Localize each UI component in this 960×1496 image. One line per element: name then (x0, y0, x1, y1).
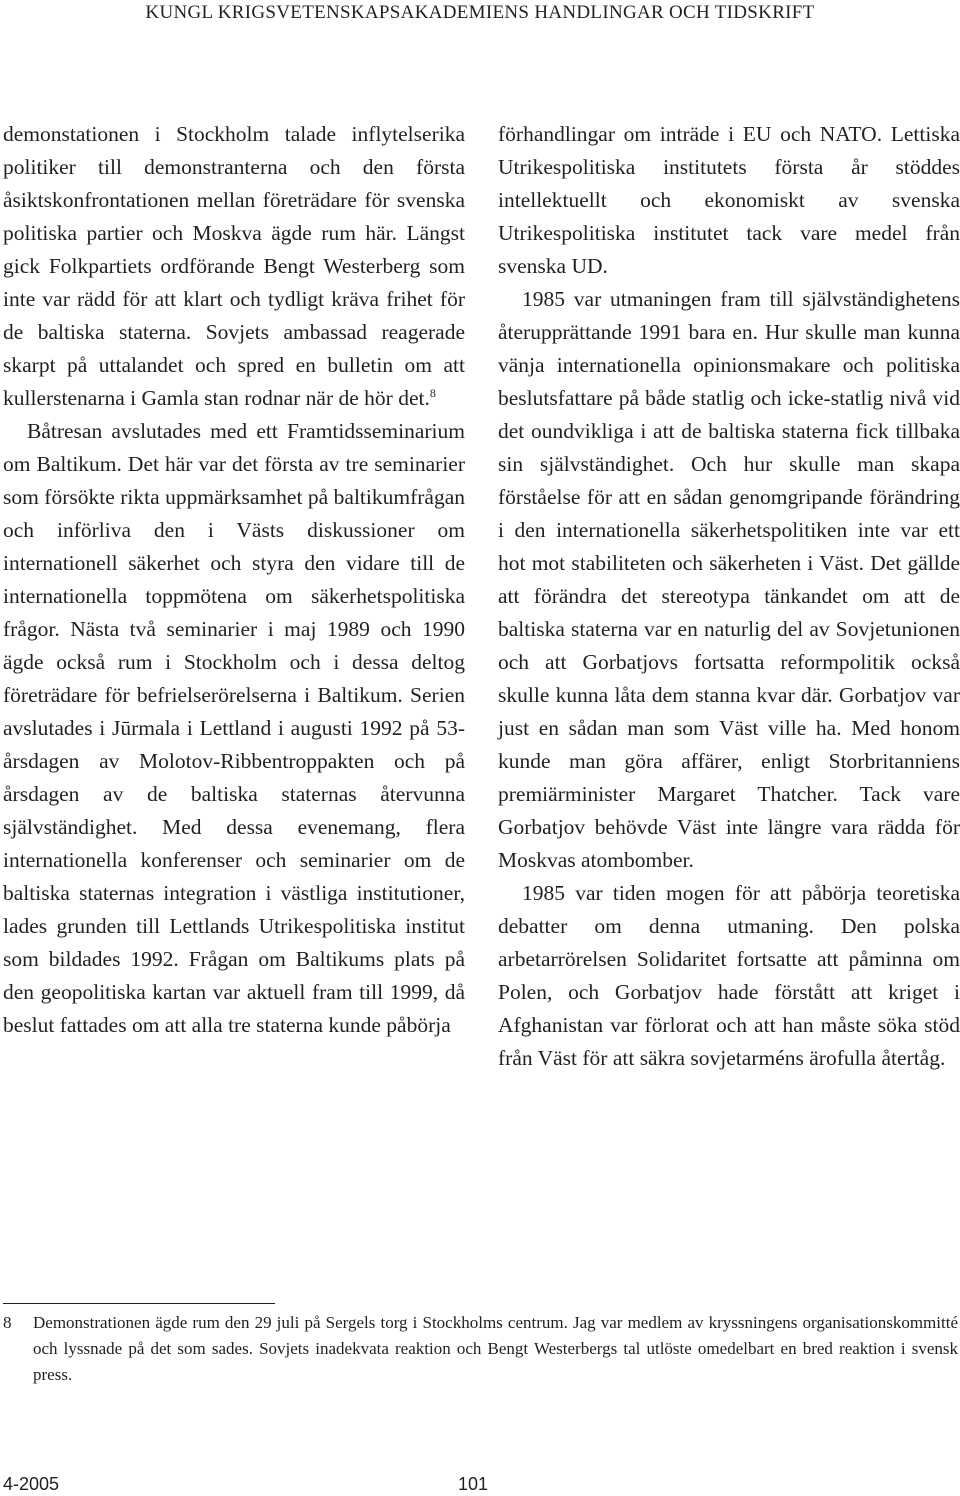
right-column (498, 118, 960, 1075)
page-number: 101 (458, 1474, 489, 1494)
footnote (3, 1310, 958, 1388)
left-column (3, 118, 465, 1042)
running-header: KUNGL KRIGSVETENSKAPSAKADEMIENS HANDLINGAR OCH TIDSKRIFT (145, 2, 815, 23)
issue-number: 4-2005 (3, 1474, 60, 1494)
footnote-number: 8 (3, 1313, 12, 1332)
paragraph-challenge: 1985 var utmaningen fram till självständighetens återupprättande 1991 bara en. Hur skulle man kunna vänja internationella opinionsmakare och politiska beslutsfattare på både statlig och icke-statlig nivå vid det oundvikliga i att de baltiska staterna fick tillbaka sin självständighet. Och hur skulle man skapa förståelse för att en sådan genomgripande förändring i den internationella säkerhetspolitiken inte var ett hot mot stabiliteten och säkerheten i Väst. Det gällde att förändra det stereotypa tänkandet om att de baltiska staterna var en naturlig del av Sovjetunionen och att Gorbatjovs fortsatta reformpolitik också skulle kunna låta dem stanna kvar där. Gorbatjov var just en sådan man som Väst ville ha. Med honom kunde man göra affärer, enligt Storbritanniens premiärminister Margaret Thatcher. Tack vare Gorbatjov behövde Väst inte längre vara rädda för Moskvas atombomber. (498, 287, 960, 872)
paragraph-seminars: Båtresan avslutades med ett Framtidsseminarium om Baltikum. Det här var det första av tre seminarier som försökte rikta uppmärksamhet på baltikumfrågan och införliva den i Västs diskussioner om internationell säkerhet och styra den vidare till de internationella toppmötena om säkerhetspolitiska frågor. Nästa två seminarier i maj 1989 och 1990 ägde också rum i Stockholm och i dessa deltog företrädare för befrielserörelserna i Baltikum. Serien avslutades i Jūrmala i Lettland i augusti 1992 på 53-årsdagen av Molotov-Ribbentroppakten och på årsdagen av de baltiska staternas återvunna självständighet. Med dessa evenemang, flera internationella konferenser och seminarier om de baltiska staternas integration i västliga institutioner, lades grunden till Lettlands Utrikespolitiska institut som bildades 1992. Frågan om Baltikums plats på den geopolitiska kartan var aktuell fram till 1999, då beslut fattades om att alla tre staterna kunde påbörja (3, 419, 465, 1037)
paragraph-debates: 1985 var tiden mogen för att påbörja teoretiska debatter om denna utmaning. Den polska arbetarrörelsen Solidaritet fortsatte att påminna om Polen, och Gorbatjov hade förstått att kriget i Afghanistan var förlorat och att han måste söka stöd från Väst för att säkra sovjetarméns ärofulla återtåg. (498, 881, 960, 1070)
paragraph-text: demonstationen i Stockholm talade inflytelserika politiker till demonstranterna och den första åsiktskonfrontationen mellan företrädare för svenska politiska partier och Moskva ägde rum här. Längst gick Folkpartiets ordförande Bengt Westerberg som inte var rädd för att klart och tydligt kräva frihet för de baltiska staterna. Sovjets ambassad reagerade skarpt på uttalandet och spred en bulletin om att kullerstenarna i Gamla stan rodnar när de hör det. (3, 122, 465, 410)
paragraph-negotiations: förhandlingar om inträde i EU och NATO. Lettiska Utrikespolitiska institutets första år stöddes intellektuellt och ekonomiskt av svenska Utrikespolitiska institutet tack vare medel från svenska UD. (498, 122, 960, 278)
footnote-text: Demonstrationen ägde rum den 29 juli på Sergels torg i Stockholms centrum. Jag var medlem av kryssningens organisationskommitté och lyssnade på det som sades. Sovjets inadekvata reaktion och Bengt Westerbergs tal utlöste omedelbart en bred reaktion i svensk press. (33, 1313, 958, 1384)
footnote-reference[interactable]: 8 (429, 386, 436, 400)
paragraph-demonstration (3, 118, 465, 415)
footnote-divider (3, 1303, 275, 1304)
